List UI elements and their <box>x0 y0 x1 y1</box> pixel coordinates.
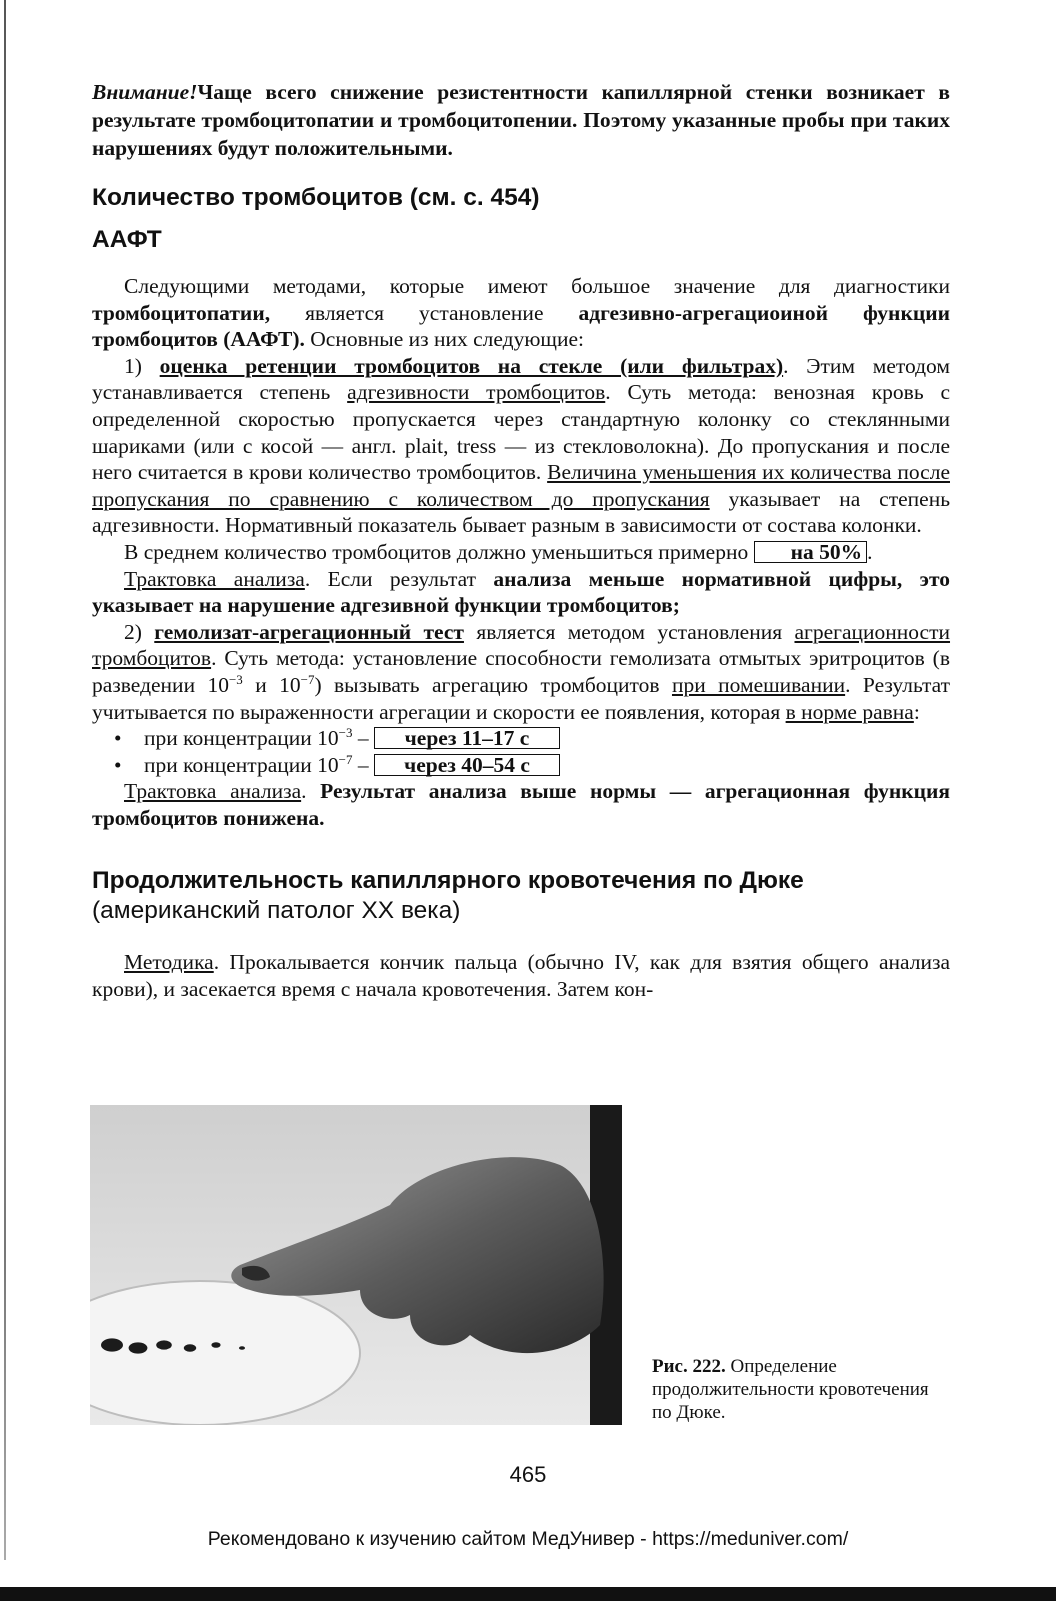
scan-edge <box>4 0 6 1560</box>
method-1-underlined-term: адгезивности тромбоцитов <box>347 380 606 405</box>
norm-bullet <box>144 752 950 779</box>
scan-bottom-edge <box>0 1587 1056 1601</box>
page-content <box>92 78 950 1003</box>
method-1 <box>92 353 950 539</box>
method-2-name: гемолизат-агрегационный тест <box>154 619 464 644</box>
method-2-underlined-phrase: в норме равна <box>785 699 914 724</box>
interpretation-text: . <box>301 779 321 804</box>
method-text: ) вызывать агрегацию тромбоцитов <box>314 672 672 697</box>
heading-duke: Продолжительность капиллярного кровотечения по Дюке <box>92 867 804 895</box>
blood-blot <box>211 1342 220 1348</box>
exponent: −7 <box>338 751 353 767</box>
method-text: . Суть метода: венозная кровь с определенной скоростью пропускается через стандартную колонку со стеклянными шариками (или с косой — англ. plait, tress — из стекловолокна). До пропускания и после него считается в крови количество тромбоцитов. <box>92 380 950 485</box>
method-text: указывает на степень адгезивности. Нормативный показатель бывает разным в зависимости от состава колонки. <box>92 486 951 538</box>
blood-blot <box>239 1346 245 1350</box>
blood-blot <box>129 1342 148 1353</box>
figure-duke-photo <box>90 1105 622 1425</box>
average-value-box: на 50% <box>754 541 868 563</box>
method-text: . Результат учитывается по выраженности агрегации и скорости ее появления, которая <box>92 672 950 724</box>
method-2 <box>92 619 950 725</box>
interpretation-label: Трактовка анализа <box>124 779 302 804</box>
duke-method <box>92 949 950 1002</box>
aaft-intro <box>92 273 950 353</box>
interpretation-2 <box>92 778 950 831</box>
average-text: В среднем количество тромбоцитов должно уменьшиться примерно <box>124 539 754 564</box>
intro-bold-aaft: адгезивно-агрегациоиной функции тромбоцитов (ААФТ). <box>92 300 950 352</box>
method-number: 2) <box>124 619 142 644</box>
exponent: −3 <box>228 671 243 687</box>
method-number: 1) <box>124 353 142 378</box>
bullet-dash: – <box>352 726 374 751</box>
average-end: . <box>867 539 873 564</box>
blood-blot <box>156 1340 172 1349</box>
method-text: : <box>913 699 920 724</box>
interpretation-1 <box>92 566 950 619</box>
blood-blot <box>184 1344 196 1351</box>
method-text: . Этим методом устанавливается степень <box>92 353 950 405</box>
method-label: Методика <box>124 950 214 975</box>
interpretation-text: . Если результат <box>304 566 494 591</box>
bullet-dash: – <box>352 752 374 777</box>
intro-text: является установление <box>270 300 579 325</box>
norm-value-box: через 11–17 с <box>374 727 560 749</box>
finger-photo <box>90 1105 622 1425</box>
warning-lead: Внимание! <box>92 80 198 104</box>
page-number: 465 <box>509 1462 547 1487</box>
blood-blot <box>101 1338 123 1351</box>
exponent: −3 <box>338 724 353 740</box>
average-value-line <box>92 539 950 566</box>
method-2-underlined-term: агрегационности тромбоцитов <box>92 619 951 671</box>
warning-text: Чаще всего снижение резистентности капиллярной стенки возникает в результате тромбоцитопатии и тромбоцитопении. Поэтому указанные пробы при таких нарушениях будут положительными. <box>92 80 950 160</box>
norm-bullet-list <box>92 725 950 778</box>
aaft-section <box>92 273 950 831</box>
exponent: −7 <box>300 671 315 687</box>
caption-text: Определение продолжительности кровотечения по Дюке. <box>652 1356 929 1423</box>
interpretation-bold: анализа меньше нормативной цифры, это указывает на нарушение адгезивной функции тромбоцитов; <box>92 566 950 618</box>
intro-text: Следующими методами, которые имеют большое значение для диагностики <box>124 274 950 298</box>
method-1-underlined-phrase: Величина уменьшения их количества после пропускания по сравнению с количеством до пропускания <box>92 460 950 511</box>
method-2-underlined-phrase: при помешивании <box>671 672 846 697</box>
heading-aaft: ААФТ <box>92 226 162 253</box>
figure-caption <box>652 1355 952 1424</box>
intro-bold-thrombocytopathy: тромбоцитопатии, <box>92 300 271 325</box>
method-1-name: оценка ретенции тромбоцитов на стекле (или фильтрах) <box>159 353 784 378</box>
warning-note <box>92 78 950 162</box>
heading-platelet-count: Количество тромбоцитов (см. с. 454) <box>92 184 540 211</box>
heading-duke-subtitle: (американский патолог XX века) <box>92 897 461 925</box>
caption-label: Рис. 222. <box>652 1356 726 1377</box>
method-text: и 10 <box>242 672 301 697</box>
interpretation-bold: Результат анализа выше нормы — агрегационная функция тромбоцитов понижена. <box>92 779 951 830</box>
norm-value-box: через 40–54 с <box>374 754 560 776</box>
method-text: является методом установления <box>463 619 795 644</box>
bullet-text: при концентрации 10 <box>144 752 339 777</box>
interpretation-label: Трактовка анализа <box>124 566 305 591</box>
method-description: . Прокалывается кончик пальца (обычно IV, как для взятия общего анализа крови), и засекается время с начала кровотечения. Затем кон- <box>92 950 950 1002</box>
intro-text: Основные из них следующие: <box>304 327 584 352</box>
norm-bullet <box>144 725 950 752</box>
footer-note: Рекомендовано к изучению сайтом МедУнивер - https://meduniver.com/ <box>207 1528 849 1550</box>
bullet-text: при концентрации 10 <box>144 726 339 751</box>
method-text: . Суть метода: установление способности гемолизата отмытых эритроцитов (в разведении 10 <box>92 646 950 697</box>
